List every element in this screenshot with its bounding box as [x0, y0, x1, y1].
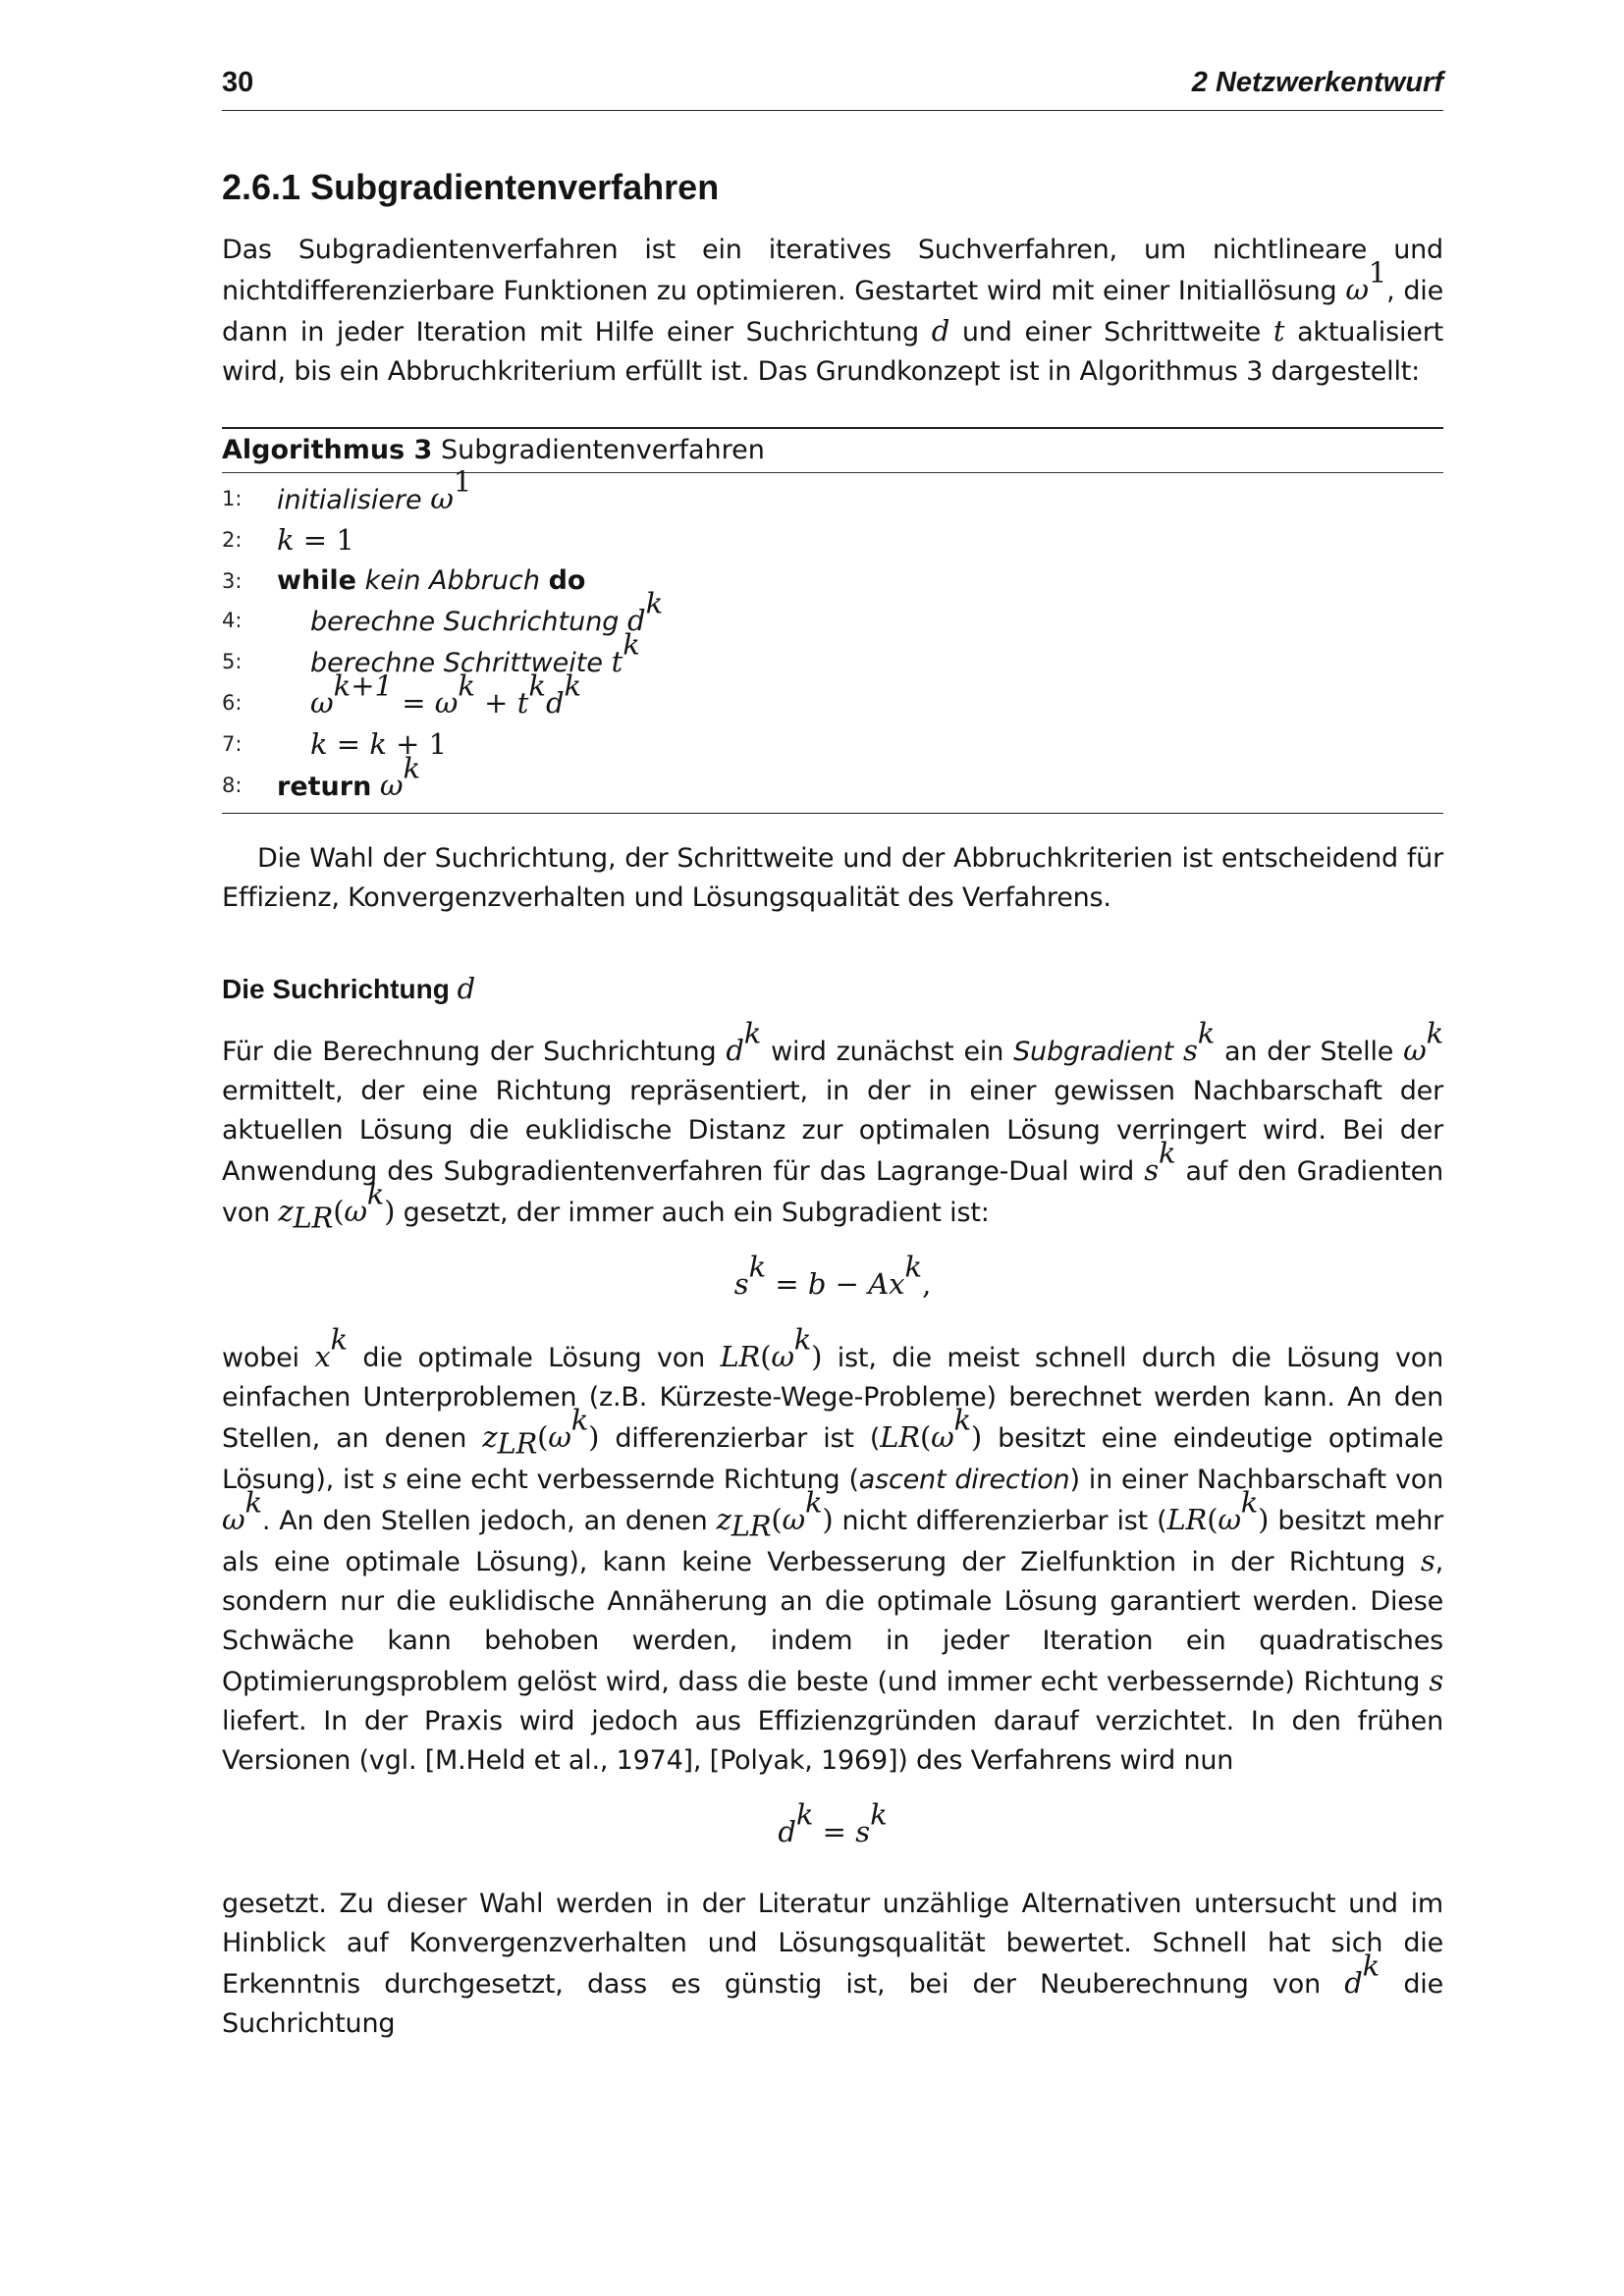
subsection-heading: Die Suchrichtung d: [222, 972, 476, 1005]
chapter-title: 2 Netzwerkentwurf: [1191, 67, 1443, 98]
algorithm-caption: [222, 429, 1443, 473]
algorithm-line: 5: berechne Schrittweite $t^k$: [222, 627, 640, 678]
algorithm-line: 4: berechne Suchrichtung $d^k$: [222, 586, 664, 637]
equation-direction: $d^k = s^k$: [778, 1797, 888, 1848]
running-header: [222, 63, 1443, 111]
algorithm-box: [222, 427, 1443, 814]
algorithm-lines: [222, 464, 1443, 813]
section-title: Subgradientenverfahren: [310, 167, 720, 207]
equation-subgradient: $s^k = b - Ax^k$,: [733, 1250, 932, 1301]
paper-page: [222, 63, 1443, 2044]
search-direction-paragraph: Für die Berechnung der Suchrichtung $d^k$ wird zunächst ein Subgradient $s^k$ an der Stelle $\omega^k$ ermittelt, der eine Richtung repräsentiert, in der in einer gewissen Nachbarschaft der aktuellen Lösung die euklidische Distanz zur optimalen Lösung verringert wird. Bei der Anwendung des Subgradientenverfahren für das Lagrange-Dual wird $s^k$ auf den Gradienten von $z_{LR}(\omega^k)$ gesetzt, der immer auch ein Subgradient ist:: [222, 1016, 1443, 1235]
algorithm-line: 6: $\omega^{k+1} = \omega^k + t^kd^k$: [222, 668, 582, 720]
algorithm-title: Subgradientenverfahren: [440, 435, 765, 465]
algorithm-label: Algorithmus 3: [222, 435, 433, 465]
algorithm-line: 2: k = 1: [222, 523, 354, 557]
section-number: 2.6.1: [222, 167, 301, 207]
page-number: 30: [222, 67, 254, 98]
algorithm-line: 1: initialisiere $\omega^1$: [222, 464, 472, 515]
alternatives-paragraph: gesetzt. Zu dieser Wahl werden in der Literatur unzählige Alternativen untersucht und im Hinblick auf Konvergenzverhalten und Lösungsqualität bewertet. Schnell hat sich die Erkenntnis durchgesetzt, dass es günstig ist, bei der Neuberechnung von $d^k$ die Suchrichtung: [222, 1889, 1443, 2039]
intro-paragraph: Das Subgradientenverfahren ist ein iteratives Suchverfahren, um nichtlineare und nichtdifferenzierbare Funktionen zu optimieren. Gestartet wird mit einer Initiallösung $\omega^1$, die dann in jeder Iteration mit Hilfe einer Suchrichtung d und einer Schrittweite t aktualisiert wird, bis ein Abbruchkriterium erfüllt ist. Das Grundkonzept ist in Algorithmus 3 dargestellt:: [222, 235, 1443, 387]
algorithm-line: 7: k = k + 1: [222, 727, 448, 761]
section-heading: [222, 166, 1443, 209]
efficiency-paragraph: Die Wahl der Suchrichtung, der Schrittweite und der Abbruchkriterien ist entscheidend für Effizienz, Konvergenzverhalten und Lösungsqualität des Verfahrens.: [222, 843, 1443, 913]
algorithm-line: 8: return $\omega^k$: [222, 751, 421, 802]
algorithm-line: 3: while kein Abbruch do: [222, 565, 586, 596]
subgradient-discussion-paragraph: wobei $x^k$ die optimale Lösung von $LR(\omega^k)$ ist, die meist schnell durch die Lösung von einfachen Unterproblemen (z.B. Kürzeste-Wege-Probleme) berechnet werden kann. An den Stellen, an denen $z_{LR}(\omega^k)$ differenzierbar ist ($LR(\omega^k)$ besitzt eine eindeutige optimale Lösung), ist s eine echt verbessernde Richtung (ascent direction) in einer Nachbarschaft von $\omega^k$. An den Stellen jedoch, an denen $z_{LR}(\omega^k)$ nicht differenzierbar ist ($LR(\omega^k)$ besitzt mehr als eine optimale Lösung), kann keine Verbesserung der Zielfunktion in der Richtung s, sondern nur die euklidische Annäherung an die optimale Lösung garantiert werden. Diese Schwäche kann behoben werden, indem in jeder Iteration ein quadratisches Optimierungsproblem gelöst wird, dass die beste (und immer echt verbessernde) Richtung s liefert. In der Praxis wird jedoch aus Effizienzgründen darauf verzichtet. In den frühen Versionen (vgl. [M.Held et al., 1974], [Polyak, 1969]) des Verfahrens wird nun: [222, 1322, 1444, 1776]
